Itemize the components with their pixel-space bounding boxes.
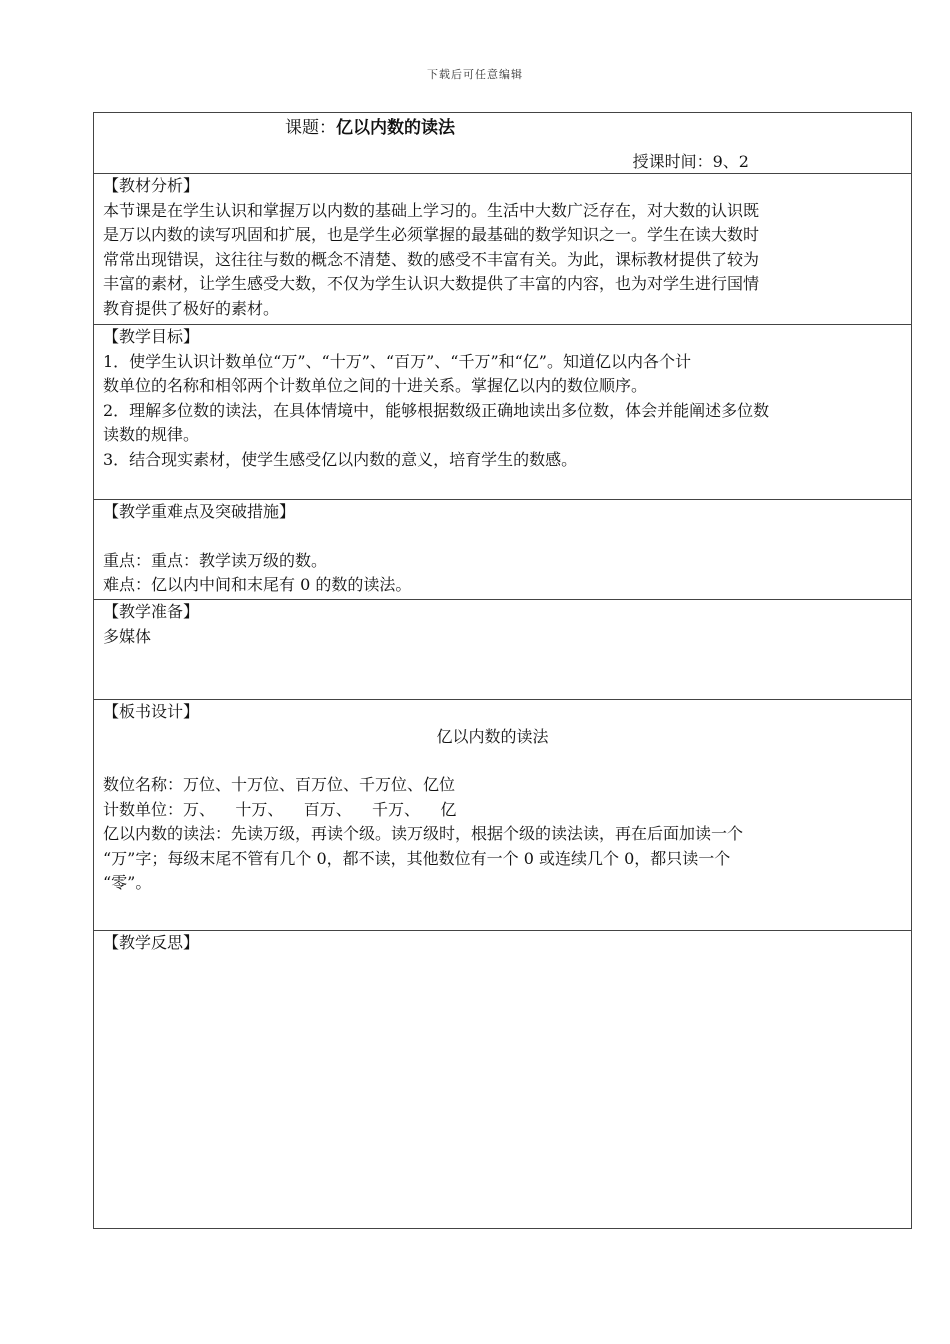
analysis-heading: 【教材分析】 [103, 176, 200, 195]
goals-section [94, 325, 911, 500]
analysis-line: 丰富的素材，让学生感受大数，不仅为学生认识大数提供了丰富的内容，也为对学生进行国情 [103, 274, 760, 293]
preparation-heading: 【教学准备】 [103, 602, 200, 621]
lesson-plan-table [93, 112, 912, 1229]
analysis-section [94, 174, 911, 325]
reflection-section [94, 931, 911, 1228]
goals-line: 3．结合现实素材，使学生感受亿以内数的意义，培育学生的数感。 [103, 449, 578, 469]
difficulty-point: 难点：亿以内中间和末尾有 0 的数的读法。 [103, 575, 412, 594]
goals-line: 数单位的名称和相邻两个计数单位之间的十进关系。掌握亿以内的数位顺序。 [103, 376, 648, 395]
place-names: 数位名称：万位、十万位、百万位、千万位、亿位 [103, 775, 456, 794]
counting-units: 计数单位：万、 十万、 百万、 千万、 亿 [103, 799, 457, 819]
reading-rule-line: “零”。 [103, 873, 152, 892]
analysis-line: 教育提供了极好的素材。 [103, 298, 280, 318]
analysis-line: 常常出现错误，这往往与数的概念不清楚、数的感受不丰富有关。为此，课标教材提供了较为 [103, 249, 760, 269]
goals-line: 2．理解多位数的读法，在具体情境中，能够根据数级正确地读出多位数，体会并能阐述多位数 [103, 400, 770, 420]
reflection-heading: 【教学反思】 [103, 933, 200, 952]
key-points-section [94, 500, 911, 600]
board-design-section [94, 700, 911, 931]
preparation-section [94, 600, 911, 700]
goals-heading: 【教学目标】 [103, 327, 200, 346]
goals-line: 读数的规律。 [103, 425, 200, 444]
reading-rule-line: “万”字；每级末尾不管有几个 0，都不读，其他数位有一个 0 或连续几个 0，都只读一个 [103, 848, 731, 868]
focus-point: 重点：重点：教学读万级的数。 [103, 550, 328, 570]
class-time: 授课时间：9、2 [632, 152, 749, 171]
title-topic: 亿以内数的读法 [336, 118, 455, 138]
page-header-note: 下载后可任意编辑 [427, 68, 523, 81]
goals-line: 1．使学生认识计数单位“万”、“十万”、“百万”、“千万”和“亿”。知道亿以内各个计 [103, 351, 691, 371]
board-title: 亿以内数的读法 [436, 726, 549, 746]
lesson-title [285, 116, 455, 140]
title-row [94, 113, 911, 174]
board-heading: 【板书设计】 [103, 702, 200, 721]
analysis-line: 是万以内数的读写巩固和扩展，也是学生必须掌握的最基础的数学知识之一。学生在读大数时 [103, 225, 760, 244]
title-label: 课题： [285, 118, 336, 138]
preparation-content: 多媒体 [103, 626, 152, 646]
analysis-line: 本节课是在学生认识和掌握万以内数的基础上学习的。生活中大数广泛存在，对大数的认识既 [103, 200, 760, 220]
key-points-heading: 【教学重难点及突破措施】 [103, 502, 296, 521]
reading-rule-line: 亿以内数的读法：先读万级，再读个级。读万级时，根据个级的读法读，再在后面加读一个 [103, 824, 744, 843]
